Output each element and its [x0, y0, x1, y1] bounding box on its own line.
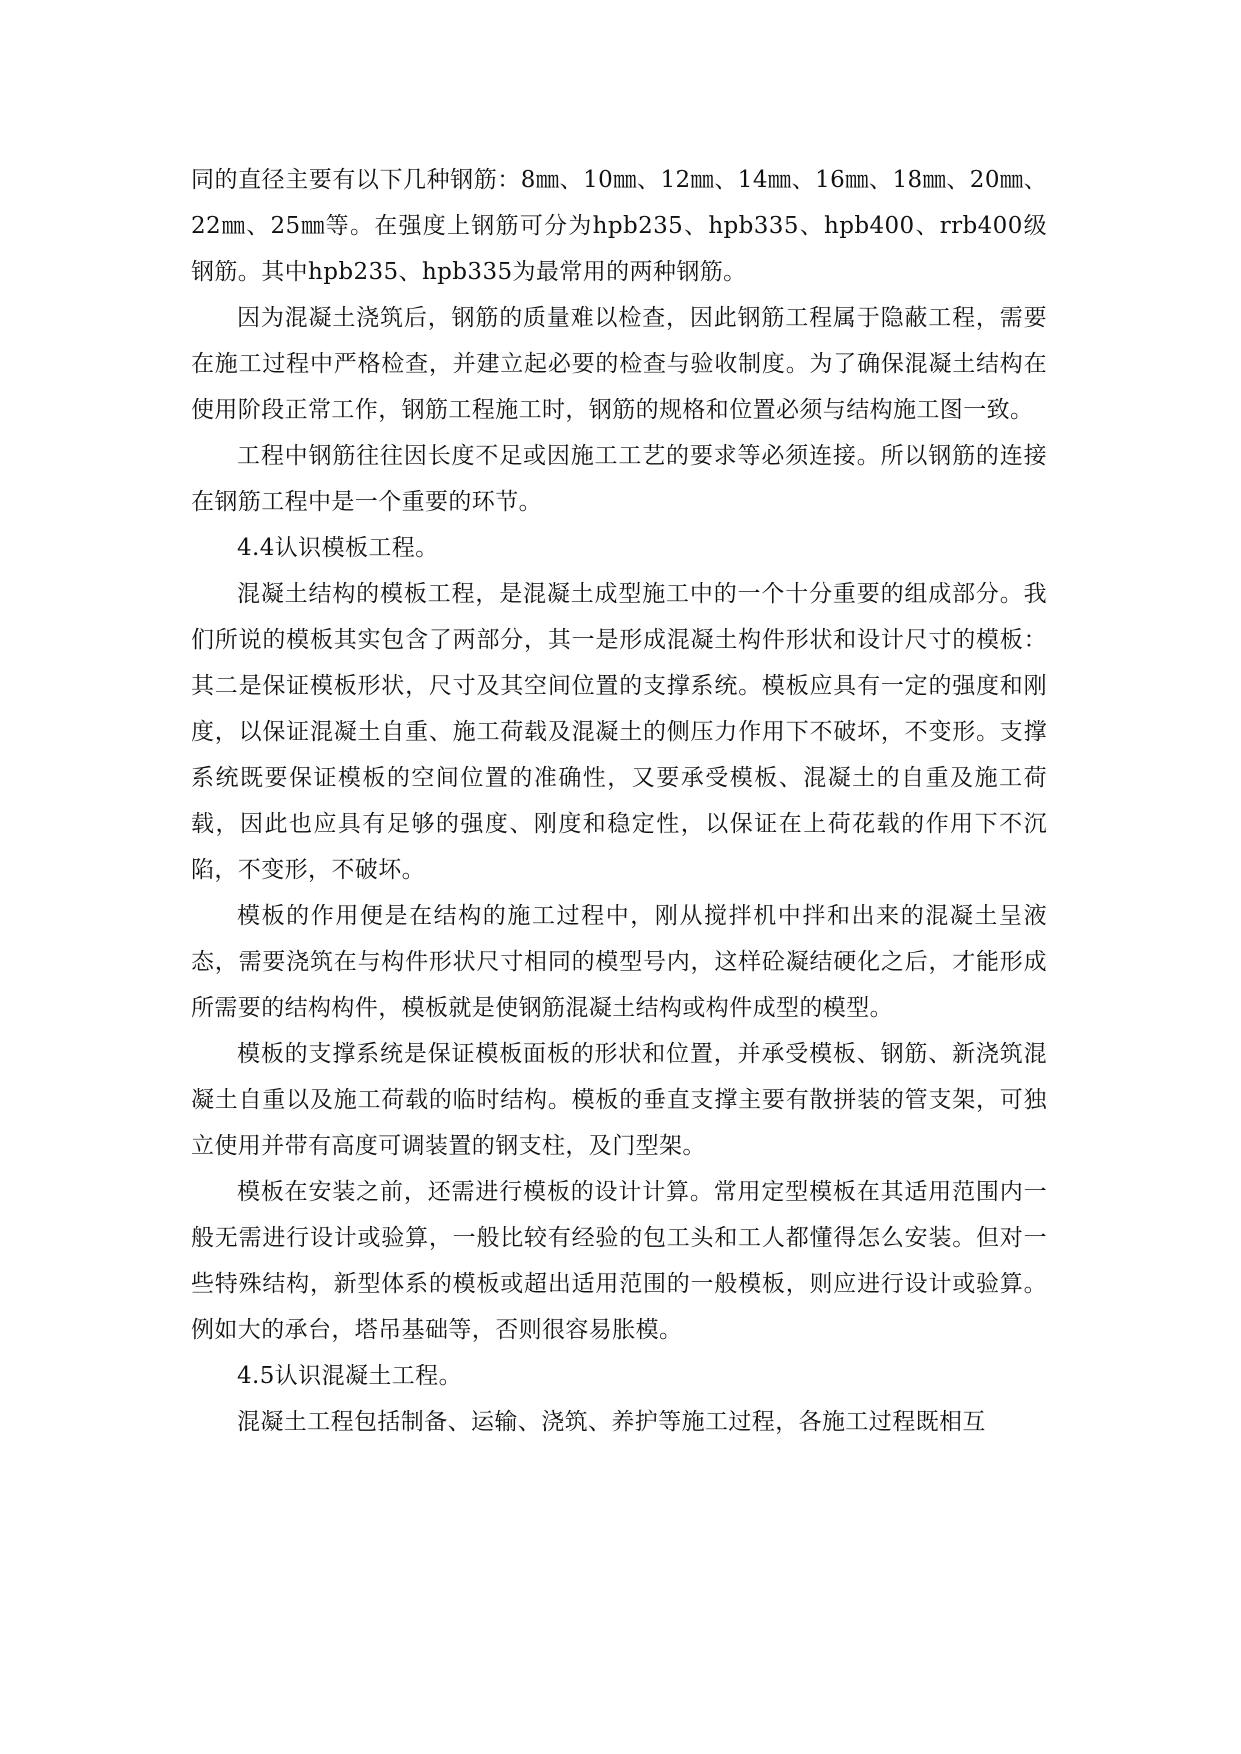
- section-heading-formwork: 4.4认识模板工程。: [237, 535, 439, 561]
- document-body: [191, 157, 1047, 1445]
- paragraph-rebar-inspection: 因为混凝土浇筑后，钢筋的质量难以检查，因此钢筋工程属于隐蔽工程，需要在施工过程中严格检查，并建立起必要的检查与验收制度。为了确保混凝土结构在使用阶段正常工作，钢筋工程施工时，钢筋的规格和位置必须与结构施工图一致。: [191, 305, 1047, 423]
- paragraph-concrete-intro: 混凝土工程包括制备、运输、浇筑、养护等施工过程，各施工过程既相互: [237, 1409, 986, 1435]
- paragraph-rebar-connection: 工程中钢筋往往因长度不足或因施工工艺的要求等必须连接。所以钢筋的连接在钢筋工程中是一个重要的环节。: [191, 443, 1047, 515]
- paragraph-rebar-diameters: 同的直径主要有以下几种钢筋：8㎜、10㎜、12㎜、14㎜、16㎜、18㎜、20㎜、22㎜、25㎜等。在强度上钢筋可分为hpb235、hpb335、hpb400、rrb400级钢筋。其中hpb235、hpb335为最常用的两种钢筋。: [191, 167, 1047, 285]
- paragraph-formwork-function: 模板的作用便是在结构的施工过程中，刚从搅拌机中拌和出来的混凝土呈液态，需要浇筑在与构件形状尺寸相同的模型号内，这样砼凝结硬化之后，才能形成所需要的结构构件，模板就是使钢筋混凝土结构或构件成型的模型。: [191, 903, 1047, 1021]
- paragraph-formwork-intro: 混凝土结构的模板工程，是混凝土成型施工中的一个十分重要的组成部分。我们所说的模板其实包含了两部分，其一是形成混凝土构件形状和设计尺寸的模板：其二是保证模板形状，尺寸及其空间位置的支撑系统。模板应具有一定的强度和刚度，以保证混凝土自重、施工荷载及混凝土的侧压力作用下不破坏，不变形。支撑系统既要保证模板的空间位置的准确性，又要承受模板、混凝土的自重及施工荷载，因此也应具有足够的强度、刚度和稳定性，以保证在上荷花载的作用下不沉陷，不变形，不破坏。: [191, 581, 1047, 883]
- paragraph-formwork-support: 模板的支撑系统是保证模板面板的形状和位置，并承受模板、钢筋、新浇筑混凝土自重以及施工荷载的临时结构。模板的垂直支撑主要有散拼装的管支架，可独立使用并带有高度可调装置的钢支柱，及门型架。: [191, 1041, 1047, 1159]
- paragraph-formwork-design: 模板在安装之前，还需进行模板的设计计算。常用定型模板在其适用范围内一般无需进行设计或验算，一般比较有经验的包工头和工人都懂得怎么安装。但对一些特殊结构，新型体系的模板或超出适用范围的一般模板，则应进行设计或验算。例如大的承台，塔吊基础等，否则很容易胀模。: [191, 1179, 1047, 1343]
- section-heading-concrete: 4.5认识混凝土工程。: [237, 1363, 462, 1389]
